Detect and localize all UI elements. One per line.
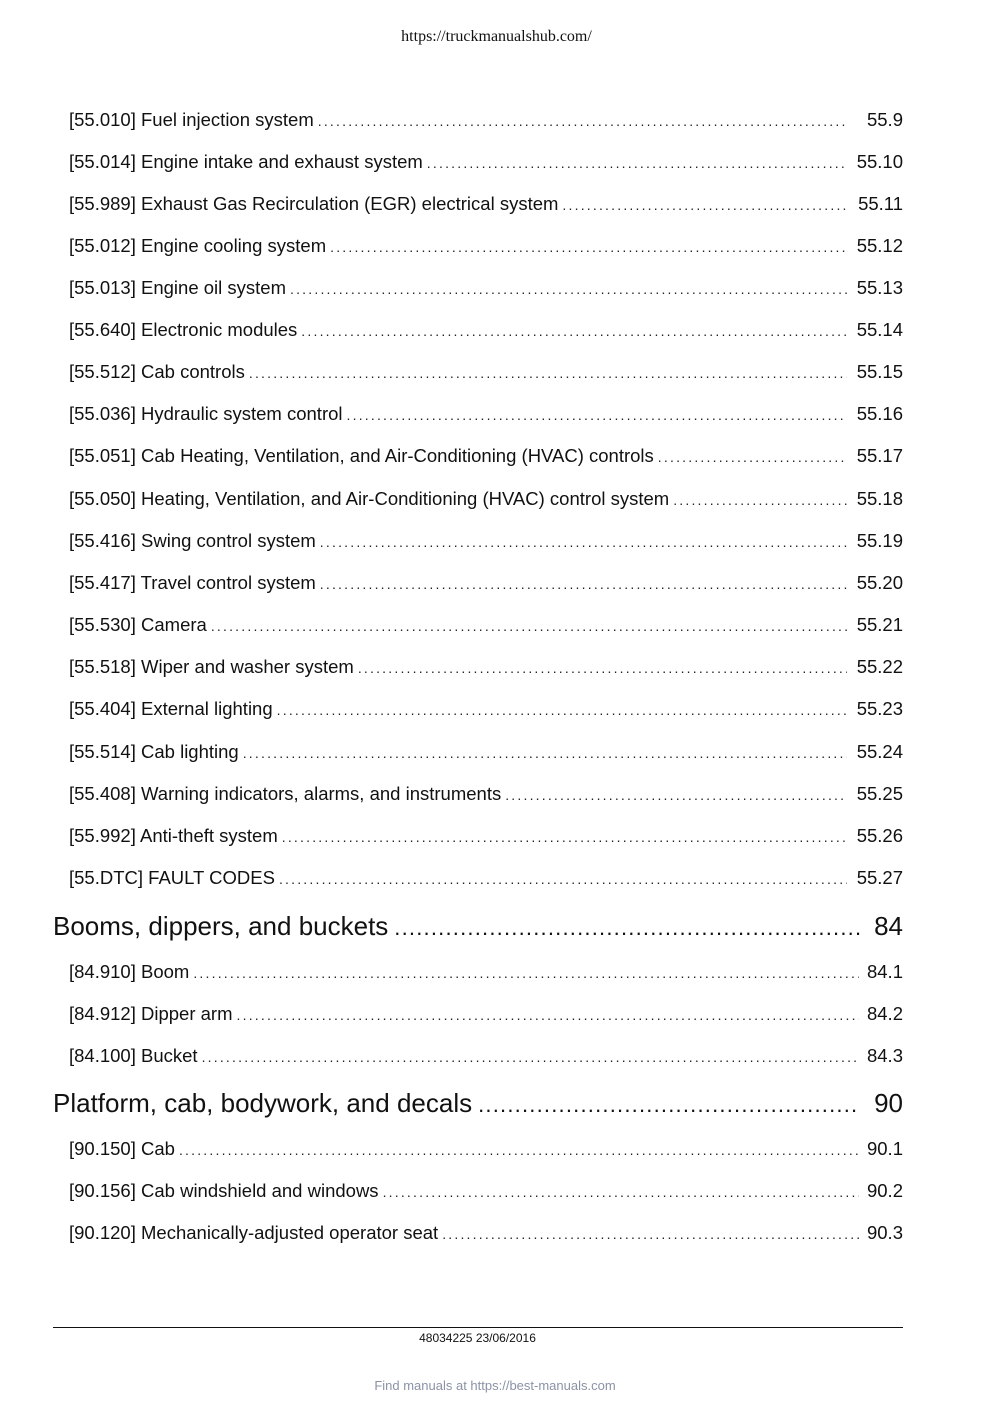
dot-leader: [290, 277, 847, 301]
dot-leader: [673, 488, 847, 512]
toc-entry-title: [55.512] Cab controls: [69, 361, 245, 382]
toc-entry-title: [55.408] Warning indicators, alarms, and instruments: [69, 783, 502, 804]
dot-leader: [330, 235, 847, 259]
page-header-url[interactable]: https://truckmanualshub.com/: [401, 28, 592, 45]
toc-entry[interactable]: [69, 571, 903, 596]
toc-entry-title: [55.014] Engine intake and exhaust system: [69, 151, 423, 172]
toc-entry[interactable]: [69, 1221, 903, 1246]
toc-entry-title: [55.518] Wiper and washer system: [69, 656, 354, 677]
toc-entry-page: 55.12: [856, 235, 903, 256]
toc-entry-title: [55.530] Camera: [69, 614, 207, 635]
toc-section-heading[interactable]: [53, 1087, 903, 1121]
toc-entry[interactable]: [69, 318, 903, 343]
toc-entry-title: [55.DTC] FAULT CODES: [69, 867, 275, 888]
toc-entry-title: [84.100] Bucket: [69, 1045, 198, 1066]
dot-leader: [249, 361, 847, 385]
dot-leader: [179, 1138, 859, 1162]
toc-entry[interactable]: [69, 740, 903, 765]
document-code: 48034225 23/06/2016: [419, 1331, 536, 1345]
toc-entry-title: [55.404] External lighting: [69, 698, 273, 719]
toc-entry[interactable]: [69, 150, 903, 175]
toc-entry[interactable]: [69, 697, 903, 722]
dot-leader: [202, 1045, 859, 1069]
toc-entry-page: 90.3: [866, 1222, 903, 1243]
dot-leader: [301, 319, 847, 343]
toc-section-page: 90: [874, 1088, 903, 1118]
toc-entry-title: [55.013] Engine oil system: [69, 277, 286, 298]
toc-section-heading[interactable]: [53, 910, 903, 944]
toc-entry-page: 55.21: [856, 614, 903, 635]
toc-entry[interactable]: [69, 1044, 903, 1069]
toc-entry[interactable]: [69, 402, 903, 427]
toc-entry-title: [55.036] Hydraulic system control: [69, 403, 343, 424]
toc-entry[interactable]: [69, 782, 903, 807]
toc-entry-title: [84.912] Dipper arm: [69, 1003, 233, 1024]
toc-entry-page: 55.20: [856, 572, 903, 593]
toc-entry-title: [55.417] Travel control system: [69, 572, 316, 593]
toc-entry[interactable]: [69, 444, 903, 469]
dot-leader: [347, 403, 847, 427]
dot-leader: [658, 445, 847, 469]
toc-entry-page: 90.2: [866, 1180, 903, 1201]
toc-entry-title: [90.156] Cab windshield and windows: [69, 1180, 379, 1201]
toc-entry-page: 55.27: [856, 867, 903, 888]
footer-divider: [53, 1327, 903, 1328]
toc-section-page: 84: [874, 911, 903, 941]
toc-entry-page: 55.25: [856, 783, 903, 804]
toc-entry-page: 55.18: [856, 488, 903, 509]
toc-entry[interactable]: [69, 360, 903, 385]
toc-entry-title: [90.150] Cab: [69, 1138, 175, 1159]
dot-leader: [282, 825, 847, 849]
toc-entry-title: [90.120] Mechanically-adjusted operator seat: [69, 1222, 439, 1243]
toc-entry[interactable]: [69, 276, 903, 301]
dot-leader: [320, 572, 847, 596]
toc-entry-page: 55.24: [856, 741, 903, 762]
toc-entry-title: [55.050] Heating, Ventilation, and Air-Conditioning (HVAC) control system: [69, 488, 670, 509]
toc-entry-page: 84.1: [866, 961, 903, 982]
toc-entry-page: 55.17: [856, 445, 903, 466]
toc-entry[interactable]: [69, 108, 903, 133]
toc-entry-title: [55.640] Electronic modules: [69, 319, 298, 340]
toc-entry[interactable]: [69, 866, 903, 891]
toc-entry-title: [55.514] Cab lighting: [69, 741, 239, 762]
dot-leader: [243, 741, 847, 765]
toc-entry[interactable]: [69, 960, 903, 985]
dot-leader: [237, 1003, 859, 1027]
toc-entry[interactable]: [69, 1179, 903, 1204]
dot-leader: [427, 151, 847, 175]
toc-entry[interactable]: [69, 613, 903, 638]
toc-entry-title: [55.416] Swing control system: [69, 530, 316, 551]
toc-entry[interactable]: [69, 234, 903, 259]
toc-entry-title: [55.012] Engine cooling system: [69, 235, 327, 256]
toc-entry-page: 55.9: [866, 109, 903, 130]
toc-entry-title: [84.910] Boom: [69, 961, 190, 982]
toc-entry[interactable]: [69, 655, 903, 680]
toc-entry-page: 55.14: [856, 319, 903, 340]
dot-leader: [562, 193, 847, 217]
toc-entry[interactable]: [69, 192, 903, 217]
dot-leader: [358, 656, 847, 680]
toc-entry-page: 55.10: [856, 151, 903, 172]
dot-leader: [279, 867, 847, 891]
toc-entry[interactable]: [69, 1137, 903, 1162]
toc-entry-title: [55.992] Anti-theft system: [69, 825, 278, 846]
dot-leader: [193, 961, 859, 985]
toc-entry-page: 55.15: [856, 361, 903, 382]
find-manuals-link[interactable]: Find manuals at https://best-manuals.com: [374, 1378, 616, 1393]
toc-entry-page: 55.19: [856, 530, 903, 551]
dot-leader: [394, 912, 860, 944]
toc-entry-page: 55.26: [856, 825, 903, 846]
toc-entry-title: [55.989] Exhaust Gas Recirculation (EGR) electrical system: [69, 193, 559, 214]
toc-entry-page: 55.23: [856, 698, 903, 719]
toc-entry-page: 55.16: [856, 403, 903, 424]
toc-entry[interactable]: [69, 1002, 903, 1027]
dot-leader: [318, 109, 847, 133]
dot-leader: [277, 698, 847, 722]
toc-entry-page: 90.1: [866, 1138, 903, 1159]
toc-entry-title: [55.010] Fuel injection system: [69, 109, 314, 130]
toc-entry-page: 84.3: [866, 1045, 903, 1066]
dot-leader: [211, 614, 847, 638]
dot-leader: [442, 1222, 859, 1246]
dot-leader: [383, 1180, 859, 1204]
toc-entry-title: [55.051] Cab Heating, Ventilation, and Air-Conditioning (HVAC) controls: [69, 445, 654, 466]
toc-entry-page: 84.2: [866, 1003, 903, 1024]
dot-leader: [505, 783, 847, 807]
toc-section-title: Platform, cab, bodywork, and decals: [53, 1088, 473, 1118]
toc-entry-page: 55.13: [856, 277, 903, 298]
toc-section-title: Booms, dippers, and buckets: [53, 911, 389, 941]
toc-entry-page: 55.11: [858, 193, 903, 214]
toc-entry[interactable]: [69, 529, 903, 554]
dot-leader: [478, 1089, 860, 1121]
toc-entry[interactable]: [69, 487, 903, 512]
toc-entry[interactable]: [69, 824, 903, 849]
toc-entry-page: 55.22: [856, 656, 903, 677]
dot-leader: [320, 530, 847, 554]
